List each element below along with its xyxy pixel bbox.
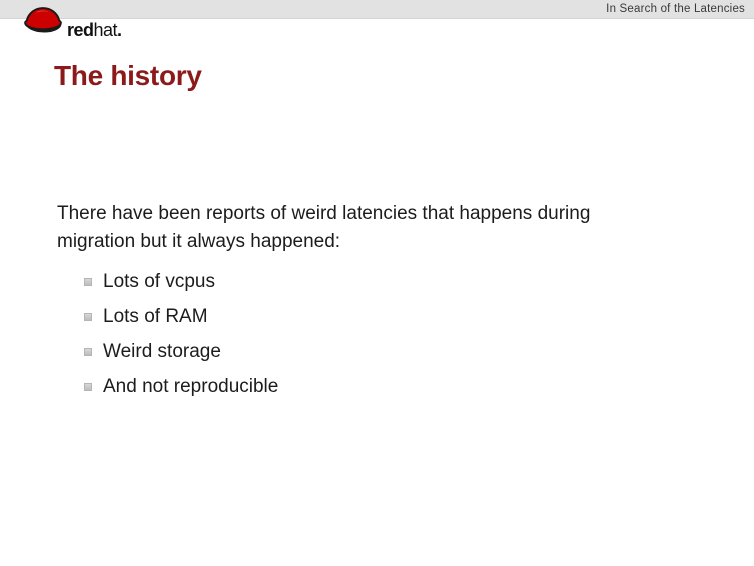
list-item [57,272,697,292]
redhat-wordmark [67,21,122,39]
list-item [57,307,697,327]
redhat-logo [22,5,122,41]
slide-body [57,200,697,412]
bullet-label: Lots of RAM [103,306,208,327]
bullet-label: And not reproducible [103,376,279,397]
wordmark-hat: hat [93,20,118,40]
bullet-list [57,272,697,397]
wordmark-red: red [67,20,94,40]
intro-paragraph [57,200,697,256]
bullet-square-icon [84,383,92,391]
redhat-hat-icon [22,5,64,41]
header-title: In Search of the Latencies [606,3,745,15]
list-item [57,342,697,362]
bullet-label: Lots of vcpus [103,271,215,292]
paragraph-line-1: There have been reports of weird latencies that happens during [57,203,591,224]
bullet-square-icon [84,313,92,321]
wordmark-period: . [117,20,122,40]
paragraph-line-2: migration but it always happened: [57,231,341,252]
bullet-square-icon [84,348,92,356]
slide-title: The history [54,60,202,91]
bullet-square-icon [84,278,92,286]
bullet-label: Weird storage [103,341,221,362]
list-item [57,377,697,397]
